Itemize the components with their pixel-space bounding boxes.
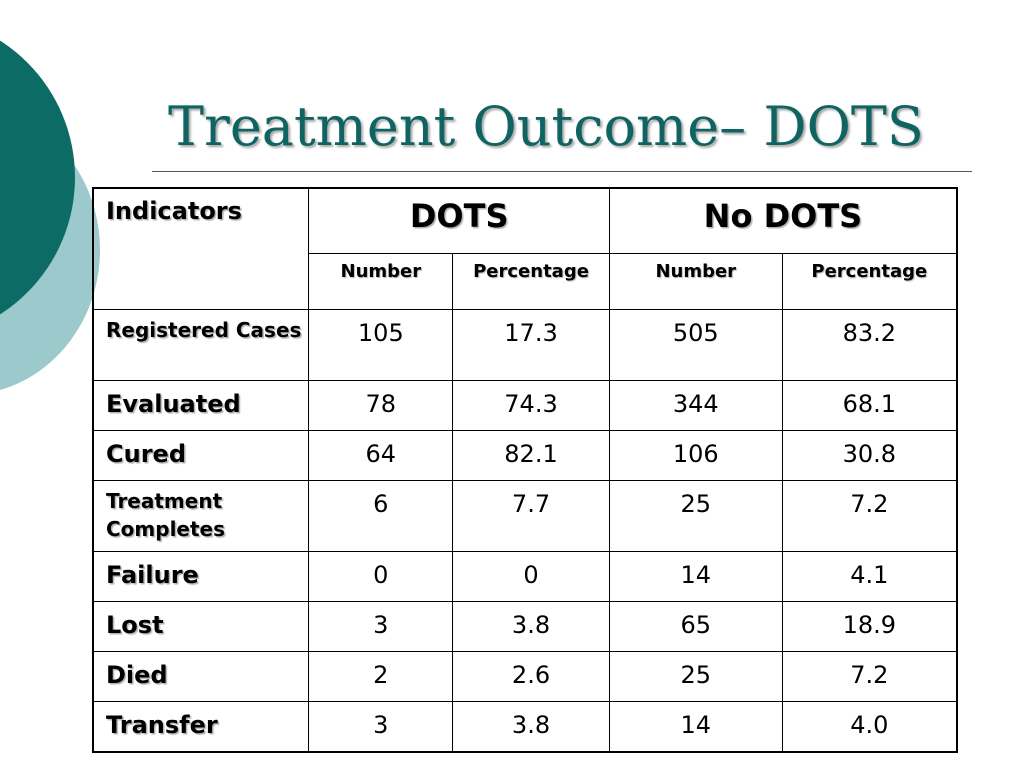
- table-row: [93, 381, 957, 431]
- treatment-outcome-table: [92, 187, 958, 753]
- cell-no-dots-number: 106: [609, 431, 782, 481]
- cell-no-dots-percentage: 83.2: [782, 310, 957, 381]
- table-row: [93, 481, 957, 552]
- cell-dots-percentage: 17.3: [453, 310, 610, 381]
- table-row: [93, 702, 957, 753]
- cell-dots-percentage: 7.7: [453, 481, 610, 552]
- cell-dots-percentage: 3.8: [453, 602, 610, 652]
- table-body: [93, 310, 957, 753]
- table-row: [93, 652, 957, 702]
- cell-no-dots-number: 65: [609, 602, 782, 652]
- cell-no-dots-number: 14: [609, 552, 782, 602]
- header-group-no-dots: No DOTS: [609, 188, 957, 254]
- row-label: Failure: [93, 552, 309, 602]
- cell-no-dots-percentage: 4.1: [782, 552, 957, 602]
- row-label: Transfer: [93, 702, 309, 753]
- row-label: Treatment Completes: [93, 481, 309, 552]
- cell-dots-percentage: 2.6: [453, 652, 610, 702]
- cell-no-dots-number: 344: [609, 381, 782, 431]
- cell-no-dots-number: 14: [609, 702, 782, 753]
- table-row: [93, 310, 957, 381]
- cell-dots-number: 78: [309, 381, 453, 431]
- cell-no-dots-number: 25: [609, 481, 782, 552]
- subheader-no-dots-number: Number: [609, 254, 782, 310]
- header-indicators: Indicators: [93, 188, 309, 310]
- subheader-dots-number: Number: [309, 254, 453, 310]
- cell-no-dots-percentage: 18.9: [782, 602, 957, 652]
- cell-no-dots-percentage: 4.0: [782, 702, 957, 753]
- cell-dots-percentage: 74.3: [453, 381, 610, 431]
- header-group-dots: DOTS: [309, 188, 609, 254]
- subheader-dots-percentage: Percentage: [453, 254, 610, 310]
- row-label: Lost: [93, 602, 309, 652]
- cell-dots-number: 3: [309, 702, 453, 753]
- cell-dots-number: 0: [309, 552, 453, 602]
- row-label: Died: [93, 652, 309, 702]
- cell-no-dots-number: 25: [609, 652, 782, 702]
- title-divider: [152, 171, 972, 172]
- cell-dots-number: 3: [309, 602, 453, 652]
- cell-dots-number: 64: [309, 431, 453, 481]
- row-label: Registered Cases: [93, 310, 309, 381]
- cell-dots-number: 105: [309, 310, 453, 381]
- cell-no-dots-percentage: 30.8: [782, 431, 957, 481]
- cell-dots-number: 2: [309, 652, 453, 702]
- table-header-row: [93, 188, 957, 254]
- cell-dots-percentage: 82.1: [453, 431, 610, 481]
- cell-no-dots-percentage: 7.2: [782, 481, 957, 552]
- cell-no-dots-percentage: 7.2: [782, 652, 957, 702]
- cell-dots-percentage: 0: [453, 552, 610, 602]
- subheader-no-dots-percentage: Percentage: [782, 254, 957, 310]
- cell-no-dots-percentage: 68.1: [782, 381, 957, 431]
- table-row: [93, 552, 957, 602]
- row-label: Cured: [93, 431, 309, 481]
- cell-dots-number: 6: [309, 481, 453, 552]
- table-row: [93, 431, 957, 481]
- cell-no-dots-number: 505: [609, 310, 782, 381]
- table-row: [93, 602, 957, 652]
- row-label: Evaluated: [93, 381, 309, 431]
- cell-dots-percentage: 3.8: [453, 702, 610, 753]
- slide-title: Treatment Outcome– DOTS: [168, 95, 924, 158]
